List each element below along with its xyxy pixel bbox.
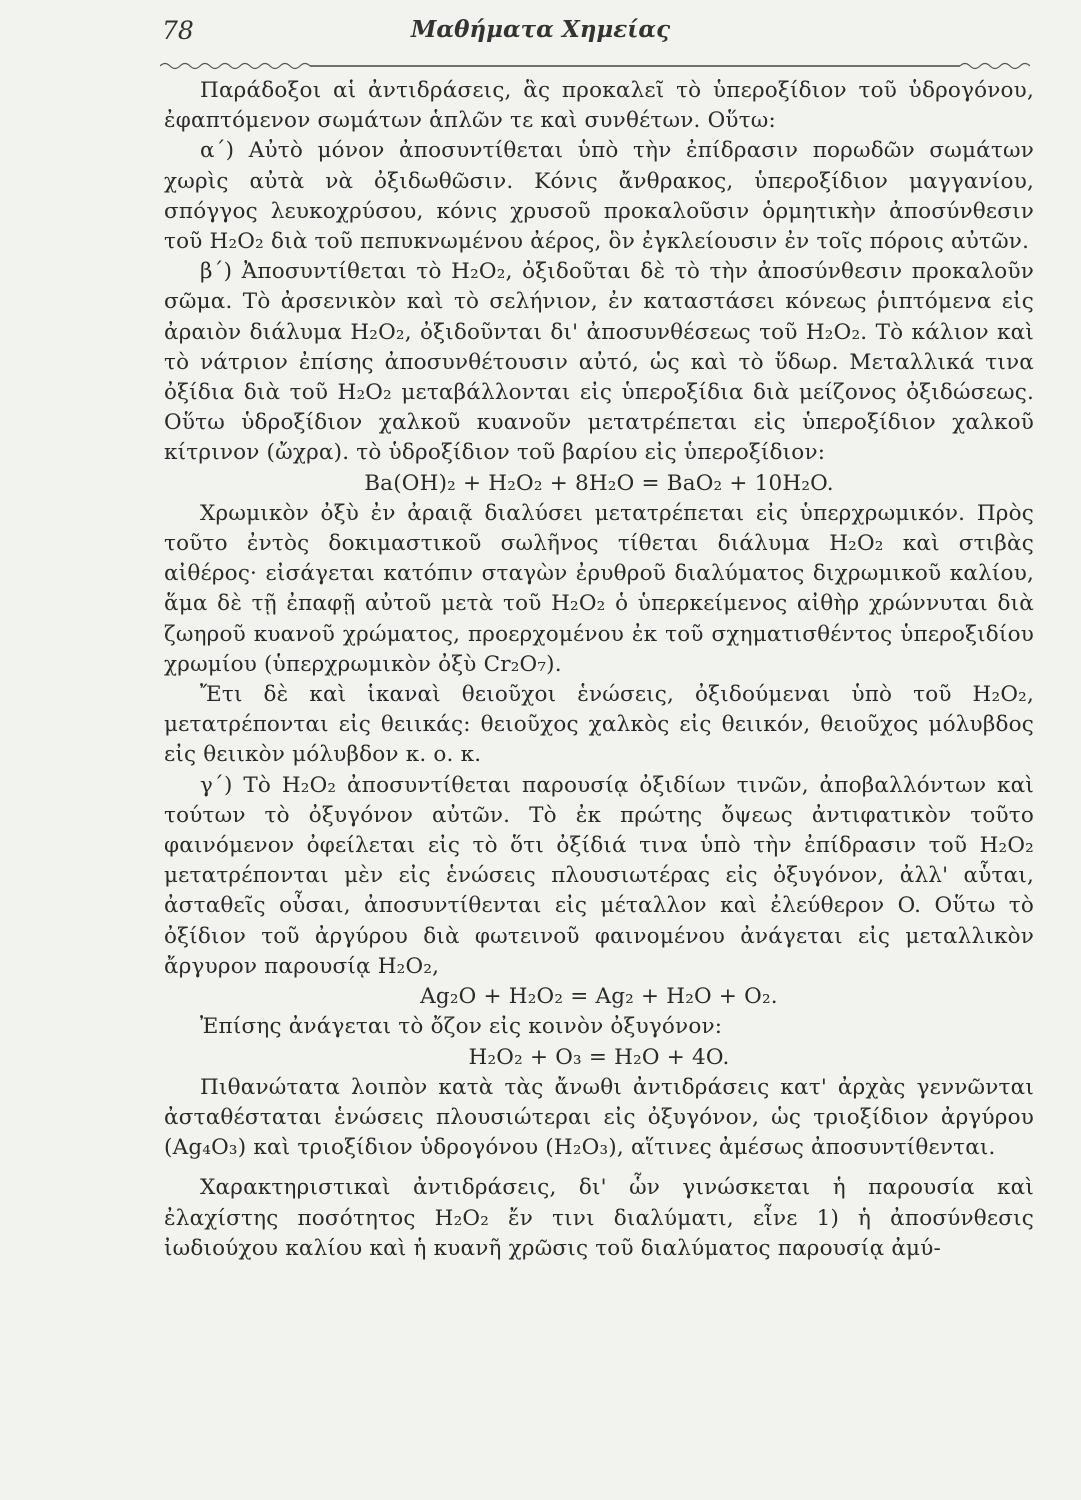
paragraph-intro: Παράδοξοι αἱ ἀντιδράσεις, ἃς προκαλεῖ τὸ ὑπεροξίδιον τοῦ ὑδρογόνου, ἐφαπτόμενον σωμάτων ἁπλῶν τε καὶ συνθέτων. Οὕτω:	[164, 78, 1034, 134]
equation-ozone: H₂O₂ + O₃ = H₂O + 4O.	[468, 1044, 730, 1070]
page-number: 78	[162, 16, 194, 45]
paragraph-chromic: Χρωμικὸν ὀξὺ ἐν ἀραιᾷ διαλύσει μετατρέπεται εἰς ὑπερχρωμικόν. Πρὸς τοῦτο ἐντὸς δοκιμαστικοῦ σωλῆνος τίθεται διάλυμα H₂O₂ καὶ στιβὰς αἰθέρος· εἰσάγεται κατόπιν σταγὼν ἐρυθροῦ διαλύματος διχρωμικοῦ καλίου, ἅμα δὲ τῇ ἐπαφῇ αὐτοῦ μετὰ τοῦ H₂O₂ ὁ ὑπερκείμενος αἰθὴρ χρώννυται διὰ ζωηροῦ κυανοῦ χρώματος, προερχομένου ἐκ τοῦ σχηματισθέντος ὑπεροξιδίου χρωμίου (ὑπερχρωμικὸν ὀξὺ Cr₂O₇).	[164, 500, 1034, 677]
paragraph-item-c: γ΄) Τὸ H₂O₂ ἀποσυντίθεται παρουσίᾳ ὀξιδίων τινῶν, ἀποβαλλόντων καὶ τούτων τὸ ὀξυγόνον αὐτῶν. Τὸ ἐκ πρώτης ὄψεως ἀντιφατικὸν τοῦτο φαινόμενον ὀφείλεται εἰς τὸ ὅτι ὀξίδιά τινα ὑπὸ τὴν ἐπίδρασιν τοῦ H₂O₂ μετατρέπονται μὲν εἰς ἑνώσεις πλουσιωτέρας εἰς ὀξυγόνον, ἀλλ' αὗται, ἀσταθεῖς οὖσαι, ἀποσυντίθενται εἰς μέταλλον καὶ ἐλεύθερον O. Οὕτω τὸ ὀξίδιον τοῦ ἀργύρου διὰ φωτεινοῦ φαινομένου ἀνάγεται εἰς μεταλλικὸν ἄργυρον παρουσίᾳ H₂O₂,	[164, 772, 1034, 979]
running-header	[0, 14, 1081, 54]
paragraph-characteristic: Χαρακτηριστικαὶ ἀντιδράσεις, δι' ὧν γινώσκεται ἡ παρουσία καὶ ἐλαχίστης ποσότητος H₂O₂ ἔν τινι διαλύματι, εἶνε 1) ἡ ἀποσύνθεσις ἰωδιούχου καλίου καὶ ἡ κυανῆ χρῶσις τοῦ διαλύματος παρουσίᾳ ἀμύ-	[164, 1175, 1034, 1261]
paragraph-sulfides: Ἔτι δὲ καὶ ἱκαναὶ θειοῦχοι ἑνώσεις, ὀξιδούμεναι ὑπὸ τοῦ H₂O₂, μετατρέπονται εἰς θειικάς: θειοῦχος χαλκὸς εἰς θειικόν, θειοῦχος μόλυβδος εἰς θειικὸν μόλυβδον κ. ο. κ.	[164, 682, 1034, 768]
wavy-header-rule	[160, 60, 1030, 72]
paragraph-ozone: Ἐπίσης ἀνάγεται τὸ ὄζον εἰς κοινὸν ὀξυγόνον:	[200, 1014, 723, 1040]
paragraph-conclusion: Πιθανώτατα λοιπὸν κατὰ τὰς ἄνωθι ἀντιδράσεις κατ' ἀρχὰς γεννῶνται ἀσταθέσταται ἑνώσεις πλουσιώτεραι εἰς ὀξυγόνον, ὡς τριοξίδιον ἀργύρου (Ag₄O₃) καὶ τριοξίδιον ὑδρογόνου (H₂O₃), αἵτινες ἀμέσως ἀποσυντίθενται.	[164, 1074, 1034, 1161]
equation-barium: Ba(OH)₂ + H₂O₂ + 8H₂O = BaO₂ + 10H₂O.	[364, 470, 834, 496]
paragraph-item-b: β΄) Ἀποσυντίθεται τὸ H₂O₂, ὀξιδοῦται δὲ τὸ τὴν ἀποσύνθεσιν προκαλοῦν σῶμα. Τὸ ἀρσενικὸν καὶ τὸ σελήνιον, ἐν καταστάσει κόνεως ῥιπτόμενα εἰς ἀραιὸν διάλυμα H₂O₂, ὀξιδοῦνται δι' ἀποσυνθέσεως τοῦ H₂O₂. Τὸ κάλιον καὶ τὸ νάτριον ἐπίσης ἀποσυνθέτουσιν αὐτό, ὡς καὶ τὸ ὕδωρ. Μεταλλικά τινα ὀξίδια διὰ τοῦ H₂O₂ μεταβάλλονται εἰς ὑπεροξίδια διὰ μείζονος ὀξιδώσεως. Οὕτω ὑδροξίδιον χαλκοῦ κυανοῦν μετατρέπεται εἰς ὑπεροξίδιον χαλκοῦ κίτρινον (ὤχρα). τὸ ὑδροξίδιον τοῦ βαρίου εἰς ὑπεροξίδιον:	[164, 259, 1034, 466]
equation-silver: Ag₂O + H₂O₂ = Ag₂ + H₂O + O₂.	[420, 984, 778, 1010]
paragraph-item-a: α΄) Αὐτὸ μόνον ἀποσυντίθεται ὑπὸ τὴν ἐπίδρασιν πορωδῶν σωμάτων χωρὶς αὐτὰ νὰ ὀξιδωθῶσιν. Κόνις ἄνθρακος, ὑπεροξίδιον μαγγανίου, σπόγγος λευκοχρύσου, κόνις χρυσοῦ προκαλοῦσιν ὁρμητικὴν ἀποσύνθεσιν τοῦ H₂O₂ διὰ τοῦ πεπυκνωμένου ἀέρος, ὃν ἐγκλείουσιν ἐν τοῖς πόροις αὐτῶν.	[164, 138, 1034, 255]
running-title: Μαθήματα Χημείας	[410, 16, 671, 43]
page-body	[164, 76, 1034, 1264]
